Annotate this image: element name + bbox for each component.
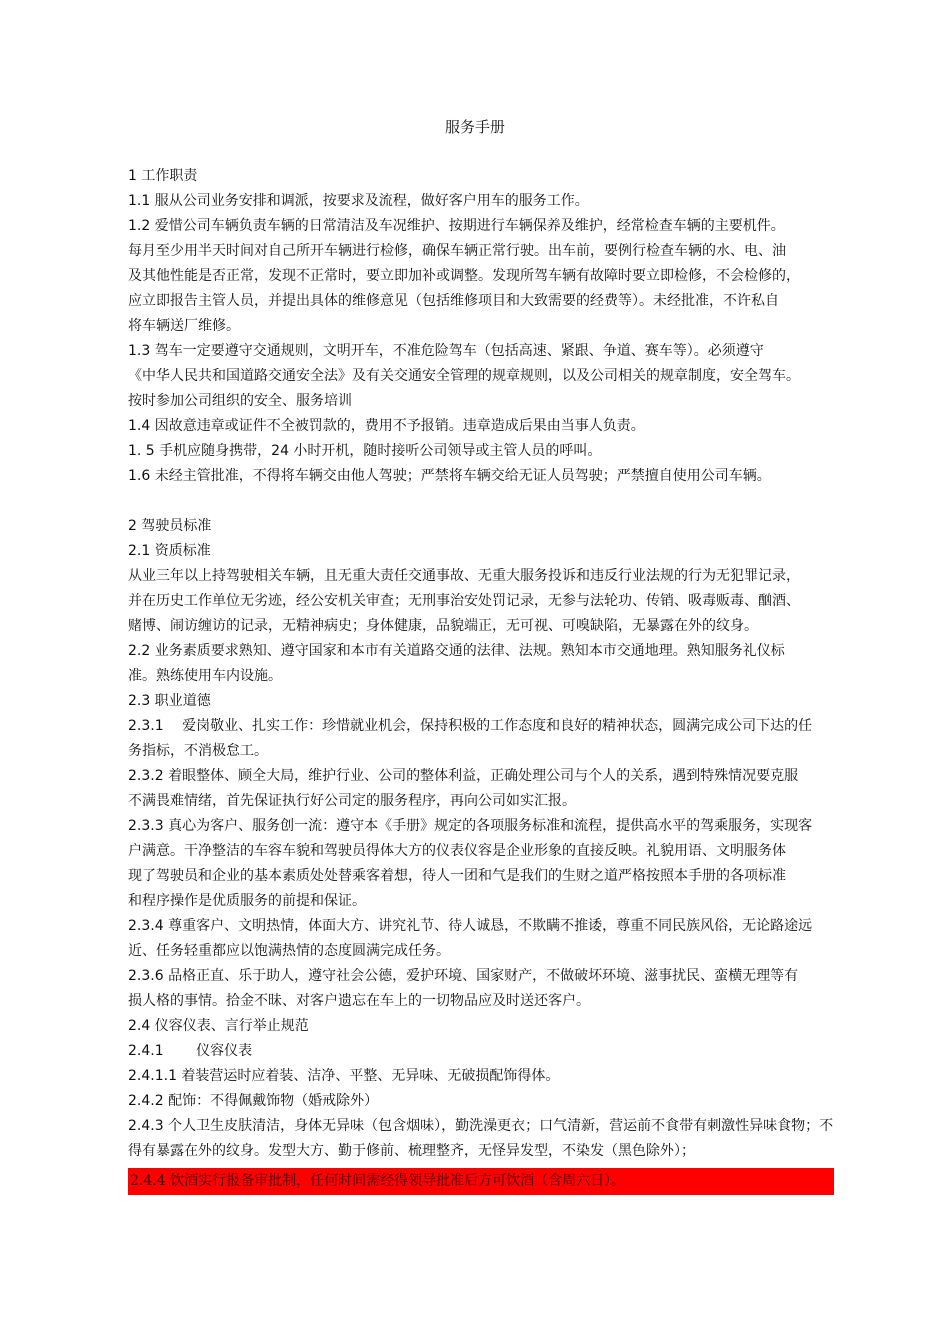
document-body [128, 164, 834, 1195]
highlighted-rule-line: 2.4.4 饮酒实行报备审批制，任何时间需经得领导批准后方可饮酒（含周六日）。 [128, 1168, 834, 1195]
paragraph-line: 2.4.3 个人卫生皮肤清洁，身体无异味（包含烟味），勤洗澡更衣；口气清新，营运前不食带有刺激性异味食物；不 [128, 1118, 834, 1134]
paragraph-line: 2.3.2 着眼整体、顾全大局，维护行业、公司的整体利益，正确处理公司与个人的关系，遇到特殊情况要克服 [128, 768, 799, 784]
paragraph-line: 务指标，不消极怠工。 [128, 743, 268, 759]
paragraph-line: 2.3 职业道德 [128, 693, 211, 709]
paragraph-line: 2.4.1.1 着装营运时应着装、洁净、平整、无异味、无破损配饰得体。 [128, 1068, 560, 1084]
paragraph-line: 2.3.4 尊重客户、文明热情，体面大方、讲究礼节、待人诚恳，不欺瞒不推诿，尊重不同民族风俗，无论路途远 [128, 918, 813, 934]
page-title: 服务手册 [444, 118, 505, 136]
paragraph-line: 1.2 爱惜公司车辆负责车辆的日常清洁及车况维护、按期进行车辆保养及维护，经常检查车辆的主要机件。 [128, 218, 785, 234]
paragraph-line: 户满意。干净整洁的车容车貌和驾驶员得体大方的仪表仪容是企业形象的直接反映。礼貌用语、文明服务体 [128, 843, 786, 859]
section-heading-driver-standards: 2 驾驶员标准 [128, 518, 212, 534]
paragraph-line: 1.3 驾车一定要遵守交通规则，文明开车，不准危险驾车（包括高速、紧跟、争道、赛车等）。必须遵守 [128, 343, 764, 359]
paragraph-line: 应立即报告主管人员，并提出具体的维修意见（包括维修项目和大致需要的经费等）。未经批准，不许私自 [128, 293, 779, 309]
paragraph-line: 1.6 未经主管批准，不得将车辆交由他人驾驶；严禁将车辆交给无证人员驾驶；严禁擅自使用公司车辆。 [128, 468, 771, 484]
section-heading-duties: 1 工作职责 [128, 168, 198, 184]
paragraph-line: 1. 5 手机应随身携带，24 小时开机，随时接听公司领导或主管人员的呼叫。 [128, 443, 602, 459]
paragraph-line: 近、任务轻重都应以饱满热情的态度圆满完成任务。 [128, 943, 450, 959]
paragraph-line: 损人格的事情。拾金不昧、对客户遗忘在车上的一切物品应及时送还客户。 [128, 993, 590, 1009]
paragraph-line: 2.3.3 真心为客户、服务创一流：遵守本《手册》规定的各项服务标准和流程，提供高水平的驾乘服务，实现客 [128, 818, 813, 834]
paragraph-line: 不满畏难情绪，首先保证执行好公司定的服务程序，再向公司如实汇报。 [128, 793, 576, 809]
paragraph-line: 将车辆送厂维修。 [128, 318, 240, 334]
paragraph-line: 1.1 服从公司业务安排和调派，按要求及流程，做好客户用车的服务工作。 [128, 193, 589, 209]
paragraph-line: 每月至少用半天时间对自己所开车辆进行检修，确保车辆正常行驶。出车前，要例行检查车辆的水、电、油 [128, 243, 786, 259]
paragraph-line: 2.2 业务素质要求熟知、遵守国家和本市有关道路交通的法律、法规。熟知本市交通地理。熟知服务礼仪标 [128, 643, 785, 659]
paragraph-line: 和程序操作是优质服务的前提和保证。 [128, 893, 366, 909]
section-spacer [128, 489, 834, 514]
paragraph-line: 及其他性能是否正常，发现不正常时，要立即加补或调整。发现所驾车辆有故障时要立即检修，不会检修的， [128, 268, 800, 284]
paragraph-line: 按时参加公司组织的安全、服务培训 [128, 393, 352, 409]
paragraph-line: 现了驾驶员和企业的基本素质处处替乘客着想，待人一团和气是我们的生财之道严格按照本手册的各项标准 [128, 868, 786, 884]
paragraph-line: 赌博、闹访缠访的记录，无精神病史；身体健康，品貌端正，无可视、可嗅缺陷，无暴露在外的纹身。 [128, 618, 758, 634]
paragraph-line: 2.4 仪容仪表、言行举止规范 [128, 1018, 309, 1034]
paragraph-line: 《中华人民共和国道路交通安全法》及有关交通安全管理的规章规则，以及公司相关的规章制度，安全驾车。 [128, 368, 800, 384]
paragraph-line: 得有暴露在外的纹身。发型大方、勤于修前、梳理整齐，无怪异发型，不染发（黑色除外）； [128, 1143, 695, 1159]
paragraph-line: 准。熟练使用车内设施。 [128, 668, 282, 684]
paragraph-line: 2.3.6 品格正直、乐于助人，遵守社会公德，爱护环境、国家财产，不做破坏环境、滋事扰民、蛮横无理等有 [128, 968, 799, 984]
paragraph-line: 2.1 资质标准 [128, 543, 211, 559]
paragraph-line: 1.4 因故意违章或证件不全被罚款的，费用不予报销。违章造成后果由当事人负责。 [128, 418, 645, 434]
paragraph-line: 并在历史工作单位无劣迹，经公安机关审查；无刑事治安处罚记录，无参与法轮功、传销、吸毒贩毒、酗酒、 [128, 593, 800, 609]
paragraph-line: 从业三年以上持驾驶相关车辆，且无重大责任交通事故、无重大服务投诉和违反行业法规的行为无犯罪记录， [128, 568, 800, 584]
paragraph-line: 2.4.2 配饰：不得佩戴饰物（婚戒除外） [128, 1093, 379, 1109]
paragraph-line: 2.4.1 仪容仪表 [128, 1043, 253, 1059]
paragraph-line: 2.3.1 爱岗敬业、扎实工作：珍惜就业机会，保持积极的工作态度和良好的精神状态，圆满完成公司下达的任 [128, 718, 813, 734]
